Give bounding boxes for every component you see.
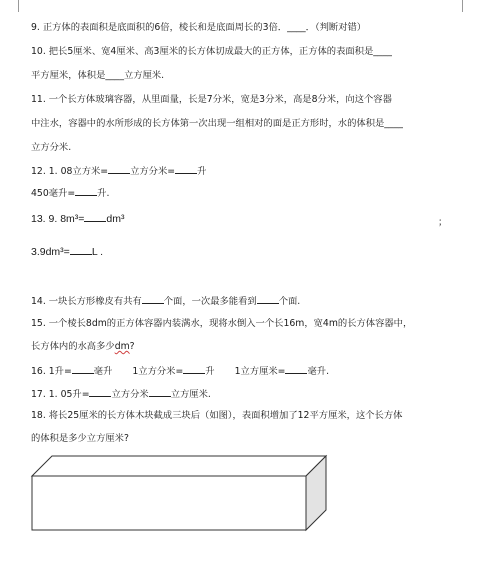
answer-blank[interactable] bbox=[257, 294, 279, 304]
question-11-line-1: 11. 一个长方体玻璃容器，从里面量，长是7分米，宽是3分米，高是8分米，向这个容器 bbox=[31, 94, 392, 105]
cuboid-figure bbox=[28, 452, 330, 534]
unit-dm: dm bbox=[114, 341, 130, 352]
answer-blank[interactable] bbox=[84, 212, 106, 222]
page-margin-mark-right bbox=[462, 0, 463, 12]
question-16: 16. 1升= 毫升 1立方分米= 升 1立方厘米= 毫升. bbox=[31, 366, 330, 377]
question-10-line-1: 10. 把长5厘米、宽4厘米、高3厘米的长方体切成最大的正方体，正方体的表面积是____ bbox=[31, 46, 392, 57]
question-18-line-2: 的体积是多少立方厘米? bbox=[31, 433, 129, 444]
question-11-line-3: 立方分米. bbox=[31, 142, 72, 153]
answer-blank[interactable] bbox=[285, 364, 307, 374]
question-17: 17. 1. 05升= 立方分米 立方厘米. bbox=[31, 389, 211, 400]
cuboid-top-face bbox=[32, 456, 326, 476]
semicolon: ； bbox=[438, 217, 448, 228]
question-12-line-1: 12. 1. 08立方米= 立方分米= 升 bbox=[31, 166, 207, 177]
question-15-line-1: 15. 一个棱长8dm的正方体容器内装满水，现将水倒入一个长16m，宽4m的长方体容器中， bbox=[31, 318, 413, 329]
question-14: 14. 一块长方形橡皮有共有 个面，一次最多能看到 个面. bbox=[31, 296, 301, 307]
answer-blank[interactable] bbox=[72, 364, 94, 374]
answer-blank[interactable] bbox=[89, 387, 111, 397]
question-15-line-2: 长方体内的水高多少dm? bbox=[31, 341, 135, 352]
question-11-line-2: 中注水，容器中的水所形成的长方体第一次出现一组相对的面是正方形时，水的体积是____ bbox=[31, 118, 403, 129]
question-10-line-2: 平方厘米，体积是____立方厘米. bbox=[31, 70, 165, 81]
question-12-line-2: 450毫升= 升. bbox=[31, 188, 110, 199]
cuboid-front-face bbox=[32, 476, 306, 530]
answer-blank[interactable] bbox=[75, 186, 97, 196]
question-18-line-1: 18. 将长25厘米的长方体木块截成三块后（如图），表面积增加了12平方厘米，这个长方体 bbox=[31, 410, 403, 421]
answer-blank[interactable] bbox=[108, 164, 130, 174]
answer-blank[interactable] bbox=[149, 387, 171, 397]
answer-blank[interactable] bbox=[142, 294, 164, 304]
question-13-line-1: 13. 9. 8m³= dm³ bbox=[31, 213, 125, 225]
question-9: 9. 正方体的表面积是底面积的6倍，棱长和是底面周长的3倍．____．（判断对错） bbox=[31, 22, 367, 33]
answer-blank[interactable] bbox=[70, 245, 92, 255]
question-13-line-2: 3.9dm³= L . bbox=[31, 246, 104, 258]
answer-blank[interactable] bbox=[175, 164, 197, 174]
answer-blank[interactable] bbox=[183, 364, 205, 374]
page-margin-mark-left bbox=[18, 0, 19, 12]
